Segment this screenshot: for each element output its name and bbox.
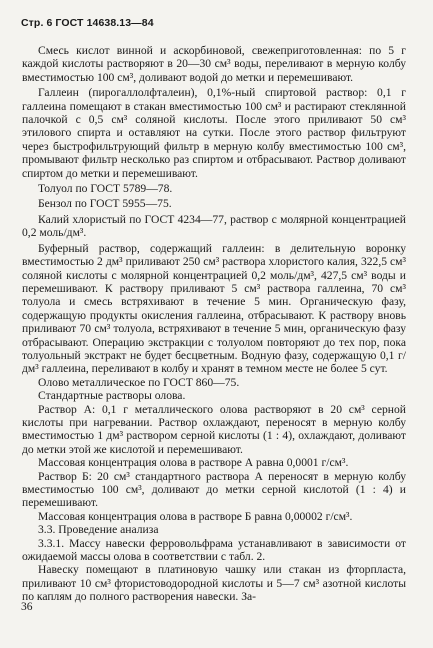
paragraph-benzene: Бензол по ГОСТ 5955—75.: [38, 197, 172, 211]
paragraph-toluene: Толуол по ГОСТ 5789—78.: [38, 182, 173, 196]
paragraph-potassium-chloride: Калий хлористый по ГОСТ 4234—77, раствор с молярной концентрацией 0,2 моль/дм³.: [22, 212, 406, 240]
page-number: 36: [21, 601, 33, 613]
paragraph-sample-mass: 3.3.1. Массу навески ферровольфрама устанавливают в зависимости от ожидаемой массы олова в соответствии с табл. 2.: [22, 536, 406, 564]
paragraph-buffer-solution: Буферный раствор, содержащий галлеин: в делительную воронку вместимостью 2 дм³ приливают 250 см³ раствора хлористого калия, 322,5 см³ соляной кислоты с молярной концентрацией 0,2 моль/дм³, 427,5 см³ воды и перемешивают. К раствору приливают 5 см³ раствора галлеина, 70 см³ толуола и смесь встряхивают в течение 5 мин. Органическую фазу, содержащую продукты окисления галлеина, отбрасывают. К раствору вновь приливают 70 см³ толуола, встряхивают в течение 5 мин, органическую фазу отбрасывают. Операцию экстракции с толуолом повторяют до тех пор, пока толуольный экстракт не будет бесцветным. Водную фазу, содержащую 0,1 г/дм³ галлеина, переливают в колбу и хранят в темном месте не более 5 сут.: [22, 241, 406, 376]
paragraph-solution-a: Раствор А: 0,1 г металлического олова растворяют в 20 см³ серной кислоты при нагревании. Раствор охлаждают, переносят в мерную колбу вместимостью 1 дм³ раствором серной кислоты (1 : 4), охлаждают, доливают до метки этой же кислотой и перемешивают.: [22, 402, 406, 456]
paragraph-concentration-a: Массовая концентрация олова в растворе А равна 0,0001 г/см³.: [38, 456, 349, 470]
paragraph-solution-b: Раствор Б: 20 см³ стандартного раствора А переносят в мерную колбу вместимостью 100 см³, доливают до метки серной кислотой (1 : 4) и перемешивают.: [22, 469, 406, 510]
page-header: Стр. 6 ГОСТ 14638.13—84: [21, 17, 154, 29]
paragraph-tin-metal: Олово металлическое по ГОСТ 860—75.: [38, 375, 240, 389]
paragraph-gallein-solution: Галлеин (пирогаллолфталеин), 0,1%-ный спиртовой раствор: 0,1 г галлеина помещают в стакан вместимостью 100 см³ и растирают стеклянной палочкой с 0,5 см³ соляной кислоты. После этого приливают 50 см³ этилового спирта и оставляют на сутки. После этого раствор фильтруют через быстрофильтрующий фильтр в мерную колбу вместимостью 100 см³, промывают фильтр несколько раз спиртом и отбрасывают. Раствор доливают спиртом до метки и перемешивают.: [22, 86, 406, 180]
paragraph-standard-solutions: Стандартные растворы олова.: [38, 389, 186, 403]
section-heading-analysis: 3.3. Проведение анализа: [38, 523, 159, 537]
paragraph-sample-dissolution: Навеску помещают в платиновую чашку или стакан из фторпласта, приливают 10 см³ фтористоводородной кислоты и 5—7 см³ азотной кислоты по каплям до полного растворения навески. За-: [22, 563, 406, 604]
paragraph-tartaric-ascorbic: Смесь кислот винной и аскорбиновой, свежеприготовленная: по 5 г каждой кислоты растворяют в 20—30 см³ воды, переливают в мерную колбу вместимостью 100 см³, доливают водой до метки и перемешивают.: [22, 44, 406, 84]
page-body: [22, 44, 406, 604]
paragraph-concentration-b: Массовая концентрация олова в растворе Б равна 0,00002 г/см³.: [38, 509, 353, 523]
